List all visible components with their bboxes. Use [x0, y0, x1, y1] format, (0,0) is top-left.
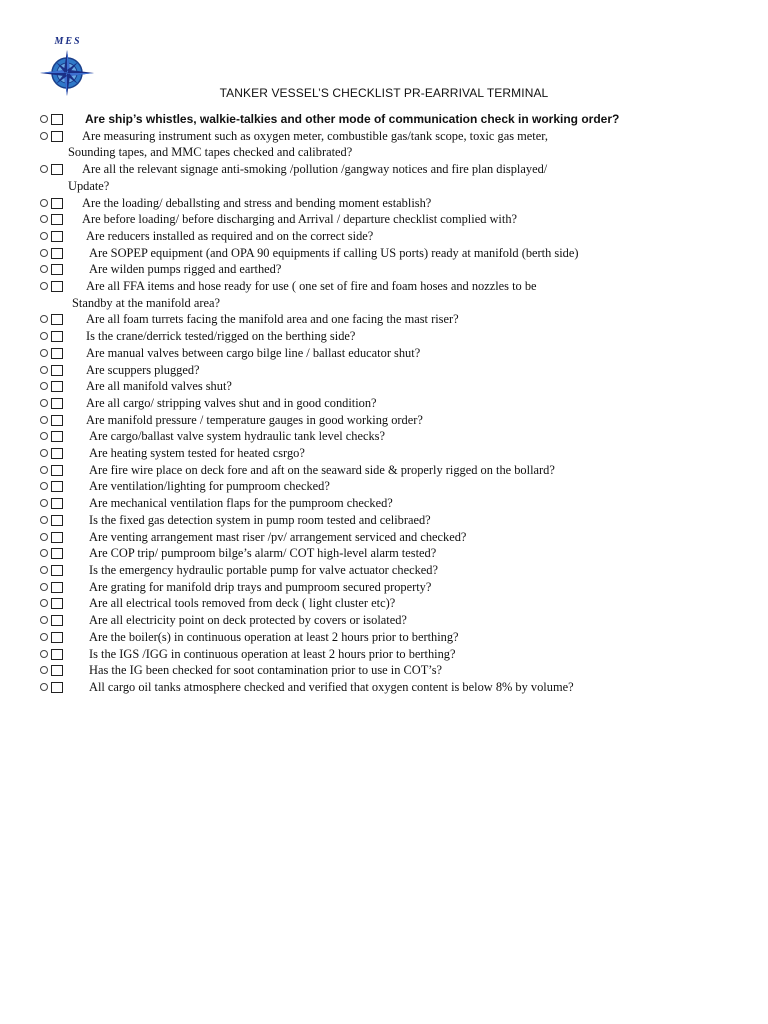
item-radio[interactable]	[40, 599, 48, 607]
item-checkbox[interactable]	[51, 281, 63, 292]
item-text: Are all foam turrets facing the manifold area and one facing the mast riser?	[86, 312, 459, 327]
item-marks	[38, 649, 68, 661]
item-text: Are all electricity point on deck protected by covers or isolated?	[89, 613, 407, 628]
item-text-continued: Standby at the manifold area?	[72, 295, 220, 310]
checklist	[38, 111, 758, 696]
item-radio[interactable]	[40, 232, 48, 240]
item-text: Are COP trip/ pumproom bilge’s alarm/ COT high-level alarm tested?	[89, 546, 437, 561]
checklist-item	[38, 595, 758, 612]
item-checkbox[interactable]	[51, 164, 63, 175]
item-text: Are all manifold valves shut?	[86, 379, 232, 394]
item-marks	[38, 131, 68, 143]
checklist-item	[38, 378, 758, 395]
item-radio[interactable]	[40, 666, 48, 674]
checklist-item	[38, 161, 758, 194]
logo-text: MES	[54, 36, 82, 47]
item-text: Are the boiler(s) in continuous operation at least 2 hours prior to berthing?	[89, 629, 459, 644]
item-radio[interactable]	[40, 432, 48, 440]
item-marks	[38, 198, 68, 210]
item-marks	[38, 515, 68, 527]
checklist-item	[38, 579, 758, 596]
item-checkbox[interactable]	[51, 264, 63, 275]
item-text: Has the IG been checked for soot contamination prior to use in COT’s?	[89, 663, 443, 678]
item-text: Are reducers installed as required and on the correct side?	[86, 228, 374, 243]
item-marks	[38, 365, 68, 377]
item-marks	[38, 331, 68, 343]
item-text-continued: Update?	[68, 178, 110, 193]
item-radio[interactable]	[40, 466, 48, 474]
item-text: Are the loading/ deballsting and stress and bending moment establish?	[82, 195, 432, 210]
item-checkbox[interactable]	[51, 415, 63, 426]
item-radio[interactable]	[40, 115, 48, 123]
checklist-item	[38, 395, 758, 412]
item-text: Are manual valves between cargo bilge line / ballast educator shut?	[86, 345, 421, 360]
checklist-item	[38, 412, 758, 429]
item-marks	[38, 381, 68, 393]
item-radio[interactable]	[40, 399, 48, 407]
item-checkbox[interactable]	[51, 632, 63, 643]
item-radio[interactable]	[40, 566, 48, 574]
item-radio[interactable]	[40, 516, 48, 524]
item-checkbox[interactable]	[51, 348, 63, 359]
item-text: Are cargo/ballast valve system hydraulic tank level checks?	[89, 429, 386, 444]
item-radio[interactable]	[40, 382, 48, 390]
item-checkbox[interactable]	[51, 131, 63, 142]
item-marks	[38, 281, 68, 293]
item-marks	[38, 114, 68, 126]
item-text: Are all the relevant signage anti-smoking /pollution /gangway notices and fire plan displayed/	[82, 162, 548, 177]
item-text: All cargo oil tanks atmosphere checked and verified that oxygen content is below 8% by volume?	[89, 679, 574, 694]
item-marks	[38, 214, 68, 226]
item-checkbox[interactable]	[51, 598, 63, 609]
item-radio[interactable]	[40, 416, 48, 424]
item-text: Are mechanical ventilation flaps for the pumproom checked?	[89, 496, 393, 511]
item-radio[interactable]	[40, 482, 48, 490]
item-marks	[38, 415, 68, 427]
item-text: Is the fixed gas detection system in pump room tested and celibraed?	[89, 512, 431, 527]
item-checkbox[interactable]	[51, 682, 63, 693]
item-text: Are venting arrangement mast riser /pv/ arrangement serviced and checked?	[89, 529, 467, 544]
item-checkbox[interactable]	[51, 665, 63, 676]
checklist-item	[38, 512, 758, 529]
checklist-item	[38, 529, 758, 546]
item-marks	[38, 615, 68, 627]
item-marks	[38, 314, 68, 326]
item-checkbox[interactable]	[51, 649, 63, 660]
item-marks	[38, 532, 68, 544]
checklist-item	[38, 562, 758, 579]
item-checkbox[interactable]	[51, 398, 63, 409]
item-marks	[38, 682, 68, 694]
item-checkbox[interactable]	[51, 431, 63, 442]
checklist-item	[38, 245, 758, 262]
item-checkbox[interactable]	[51, 198, 63, 209]
checklist-item	[38, 278, 758, 311]
item-checkbox[interactable]	[51, 214, 63, 225]
checklist-item	[38, 545, 758, 562]
item-marks	[38, 481, 68, 493]
item-checkbox[interactable]	[51, 548, 63, 559]
item-checkbox[interactable]	[51, 515, 63, 526]
item-checkbox[interactable]	[51, 248, 63, 259]
item-marks	[38, 665, 68, 677]
item-marks	[38, 431, 68, 443]
page-title: TANKER VESSEL’S CHECKLIST PR-EARRIVAL TERMINAL	[219, 86, 549, 100]
item-text: Are fire wire place on deck fore and aft on the seaward side & properly rigged on the bollard?	[89, 462, 555, 477]
item-text: Are measuring instrument such as oxygen meter, combustible gas/tank scope, toxic gas meter,	[82, 128, 548, 143]
item-text: Are ventilation/lighting for pumproom checked?	[89, 479, 330, 494]
checklist-item	[38, 362, 758, 379]
item-marks	[38, 248, 68, 260]
item-radio[interactable]	[40, 199, 48, 207]
item-radio[interactable]	[40, 315, 48, 323]
checklist-item	[38, 662, 758, 679]
item-text: Is the emergency hydraulic portable pump for valve actuator checked?	[89, 562, 438, 577]
item-radio[interactable]	[40, 549, 48, 557]
item-marks	[38, 632, 68, 644]
item-text: Are all cargo/ stripping valves shut and in good condition?	[86, 395, 377, 410]
item-text: Is the crane/derrick tested/rigged on the berthing side?	[86, 329, 356, 344]
checklist-item	[38, 679, 758, 696]
item-radio[interactable]	[40, 449, 48, 457]
item-checkbox[interactable]	[51, 615, 63, 626]
item-radio[interactable]	[40, 349, 48, 357]
item-marks	[38, 465, 68, 477]
item-radio[interactable]	[40, 165, 48, 173]
item-marks	[38, 448, 68, 460]
item-text: Are SOPEP equipment (and OPA 90 equipments if calling US ports) ready at manifold (berth side)	[89, 245, 579, 260]
item-checkbox[interactable]	[51, 314, 63, 325]
checklist-item	[38, 261, 758, 278]
item-radio[interactable]	[40, 499, 48, 507]
item-radio[interactable]	[40, 616, 48, 624]
item-text-continued: Sounding tapes, and MMC tapes checked and calibrated?	[68, 145, 353, 160]
item-marks	[38, 398, 68, 410]
item-checkbox[interactable]	[51, 231, 63, 242]
item-radio[interactable]	[40, 683, 48, 691]
item-text: Are scuppers plugged?	[86, 362, 200, 377]
checklist-item	[38, 495, 758, 512]
item-checkbox[interactable]	[51, 381, 63, 392]
item-text: Are heating system tested for heated csrgo?	[89, 446, 305, 461]
item-radio[interactable]	[40, 633, 48, 641]
checklist-item	[38, 612, 758, 629]
item-checkbox[interactable]	[51, 448, 63, 459]
checklist-item	[38, 195, 758, 212]
item-radio[interactable]	[40, 215, 48, 223]
item-marks	[38, 598, 68, 610]
item-text: Is the IGS /IGG in continuous operation at least 2 hours prior to berthing?	[89, 646, 456, 661]
item-radio[interactable]	[40, 533, 48, 541]
checklist-item	[38, 428, 758, 445]
checklist-item	[38, 445, 758, 462]
item-radio[interactable]	[40, 332, 48, 340]
item-text: Are ship’s whistles, walkie-talkies and other mode of communication check in working order?	[85, 112, 620, 126]
item-marks	[38, 582, 68, 594]
item-checkbox[interactable]	[51, 331, 63, 342]
item-checkbox[interactable]	[51, 465, 63, 476]
item-checkbox[interactable]	[51, 114, 63, 125]
item-radio[interactable]	[40, 132, 48, 140]
checklist-item	[38, 629, 758, 646]
item-text: Are manifold pressure / temperature gauges in good working order?	[86, 412, 423, 427]
checklist-item	[38, 462, 758, 479]
checklist-item	[38, 111, 758, 128]
item-text: Are wilden pumps rigged and earthed?	[89, 262, 282, 277]
item-radio[interactable]	[40, 366, 48, 374]
item-marks	[38, 348, 68, 360]
item-text: Are all FFA items and hose ready for use ( one set of fire and foam hoses and nozzles to be	[86, 279, 537, 294]
item-marks	[38, 231, 68, 243]
checklist-item	[38, 311, 758, 328]
checklist-item	[38, 646, 758, 663]
item-checkbox[interactable]	[51, 565, 63, 576]
item-radio[interactable]	[40, 282, 48, 290]
item-radio[interactable]	[40, 650, 48, 658]
item-marks	[38, 565, 68, 577]
item-checkbox[interactable]	[51, 365, 63, 376]
checklist-item	[38, 128, 758, 161]
checklist-item	[38, 478, 758, 495]
item-marks	[38, 498, 68, 510]
item-checkbox[interactable]	[51, 582, 63, 593]
checklist-item	[38, 211, 758, 228]
item-radio[interactable]	[40, 583, 48, 591]
item-checkbox[interactable]	[51, 481, 63, 492]
checklist-item	[38, 228, 758, 245]
item-radio[interactable]	[40, 265, 48, 273]
checklist-item	[38, 345, 758, 362]
item-marks	[38, 264, 68, 276]
item-text: Are before loading/ before discharging and Arrival / departure checklist complied with?	[82, 212, 518, 227]
item-marks	[38, 548, 68, 560]
item-text: Are grating for manifold drip trays and pumproom secured property?	[89, 579, 432, 594]
item-checkbox[interactable]	[51, 532, 63, 543]
item-text: Are all electrical tools removed from deck ( light cluster etc)?	[89, 596, 396, 611]
checklist-item	[38, 328, 758, 345]
item-radio[interactable]	[40, 249, 48, 257]
item-marks	[38, 164, 68, 176]
item-checkbox[interactable]	[51, 498, 63, 509]
